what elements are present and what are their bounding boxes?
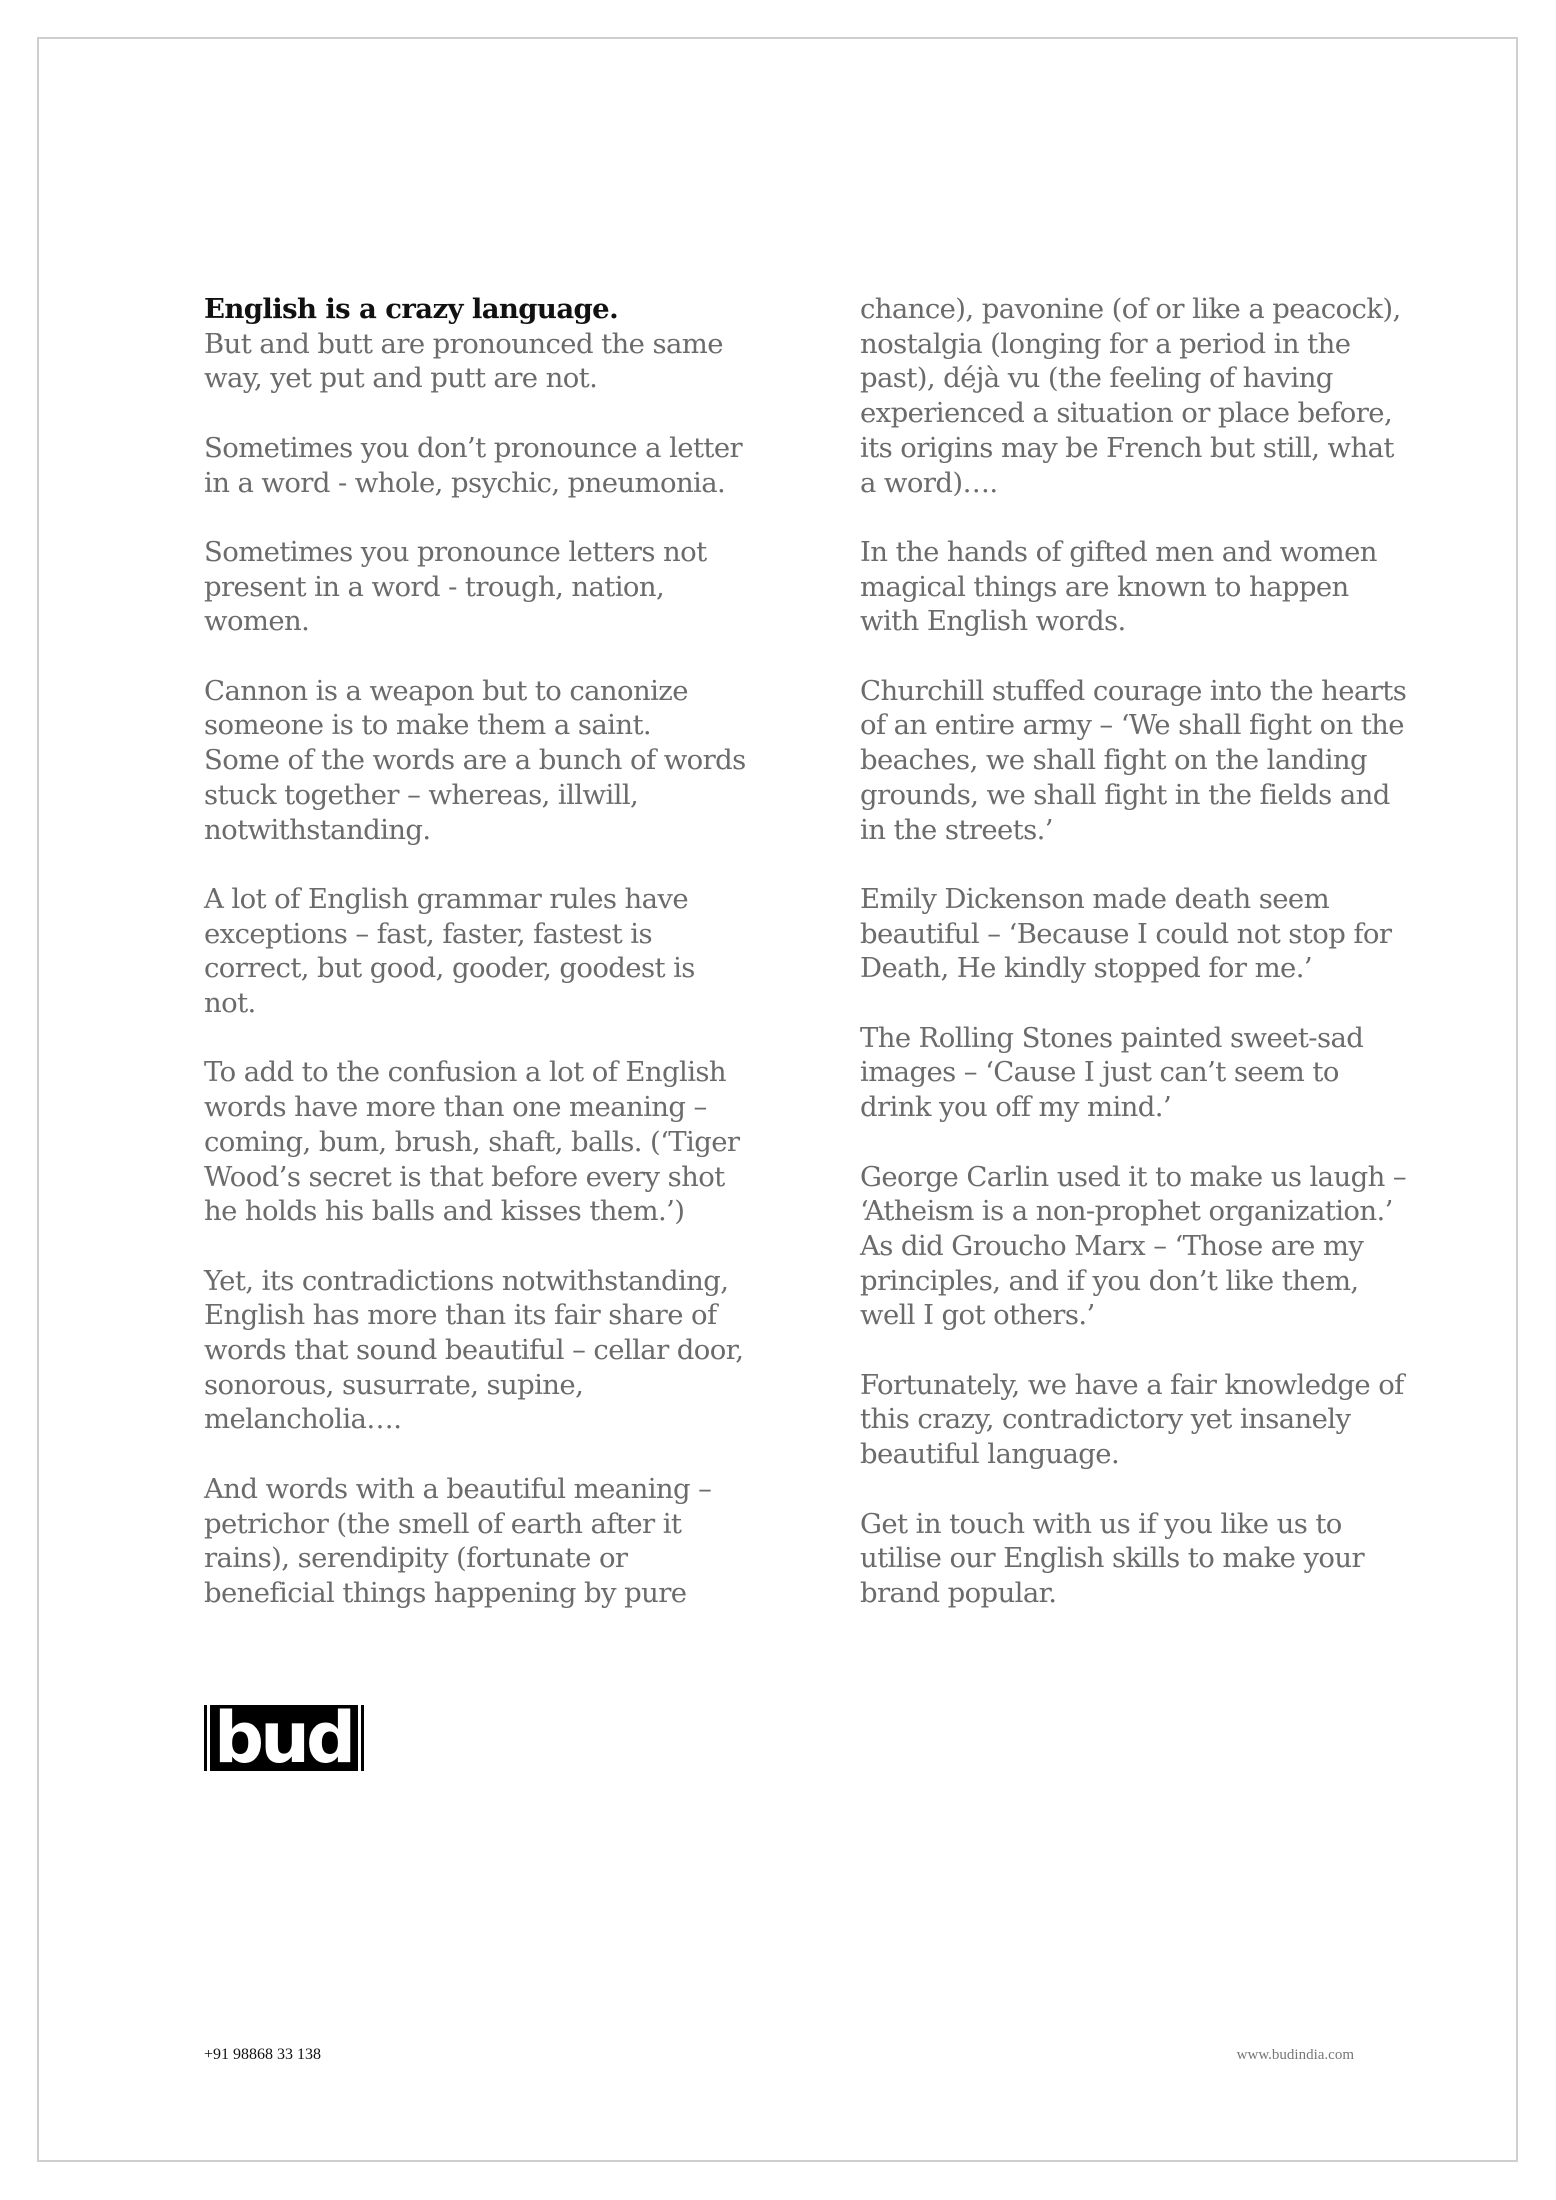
article-paragraph: Sometimes you pronounce letters not present in a word - trough, nation, women. xyxy=(204,535,707,638)
article-paragraph: The Rolling Stones painted sweet-sad images – ‘Cause I just can’t seem to drink you off my mind.’ xyxy=(860,1021,1364,1124)
logo-text: bud xyxy=(210,1705,358,1771)
logo-left-bar xyxy=(204,1705,207,1771)
article-paragraph: Emily Dickenson made death seem beautiful – ‘Because I could not stop for Death, He kindly stopped for me.’ xyxy=(860,882,1392,985)
footer-phone-number: +91 98868 33 138 xyxy=(204,2046,322,2063)
article-paragraph: But and butt are pronounced the same way, yet put and putt are not. xyxy=(204,327,723,395)
footer-website-link[interactable]: www.budindia.com xyxy=(1236,2047,1354,2063)
article-paragraph: A lot of English grammar rules have exceptions – fast, faster, fastest is correct, but good, gooder, goodest is not. xyxy=(204,882,695,1019)
article-paragraph: Cannon is a weapon but to canonize someone is to make them a saint. Some of the words are a bunch of words stuck together – whereas, illwill, notwithstanding. xyxy=(204,674,746,846)
article-paragraph: chance), pavonine (of or like a peacock), nostalgia (longing for a period in the past), déjà vu (the feeling of having experienced a situation or place before, its origins may be French but still, what a word)…. xyxy=(860,293,1401,499)
bud-logo xyxy=(204,1697,364,1779)
article-first-paragraph xyxy=(204,292,764,396)
article-column-right xyxy=(860,292,1420,1645)
article-title: English is a crazy language. xyxy=(204,293,619,325)
article-paragraph: Sometimes you don’t pronounce a letter in a word - whole, psychic, pneumonia. xyxy=(204,431,743,499)
article-column-left xyxy=(204,292,764,1645)
article-paragraph: Churchill stuffed courage into the hearts of an entire army – ‘We shall fight on the beaches, we shall fight on the landing grounds, we shall fight in the fields and in the streets.’ xyxy=(860,674,1407,846)
logo-right-bar xyxy=(361,1705,364,1771)
article-paragraph: In the hands of gifted men and women magical things are known to happen with English words. xyxy=(860,535,1377,638)
article-paragraph: And words with a beautiful meaning – petrichor (the smell of earth after it rains), serendipity (fortunate or beneficial things happening by pure xyxy=(204,1472,712,1609)
article-paragraph: Yet, its contradictions notwithstanding, English has more than its fair share of words that sound beautiful – cellar door, sonorous, susurrate, supine, melancholia…. xyxy=(204,1264,744,1436)
article-paragraph: George Carlin used it to make us laugh – ‘Atheism is a non-prophet organization.’ As did Groucho Marx – ‘Those are my principles, and if you don’t like them, well I got others.’ xyxy=(860,1160,1406,1332)
article-paragraph: To add to the confusion a lot of English words have more than one meaning – coming, bum, brush, shaft, balls. (‘Tiger Wood’s secret is that before every shot he holds his balls and kisses them.’) xyxy=(204,1056,740,1228)
article-paragraph: Fortunately, we have a fair knowledge of this crazy, contradictory yet insanely beautiful language. xyxy=(860,1368,1404,1471)
article-paragraph: Get in touch with us if you like us to utilise our English skills to make your brand popular. xyxy=(860,1507,1365,1609)
